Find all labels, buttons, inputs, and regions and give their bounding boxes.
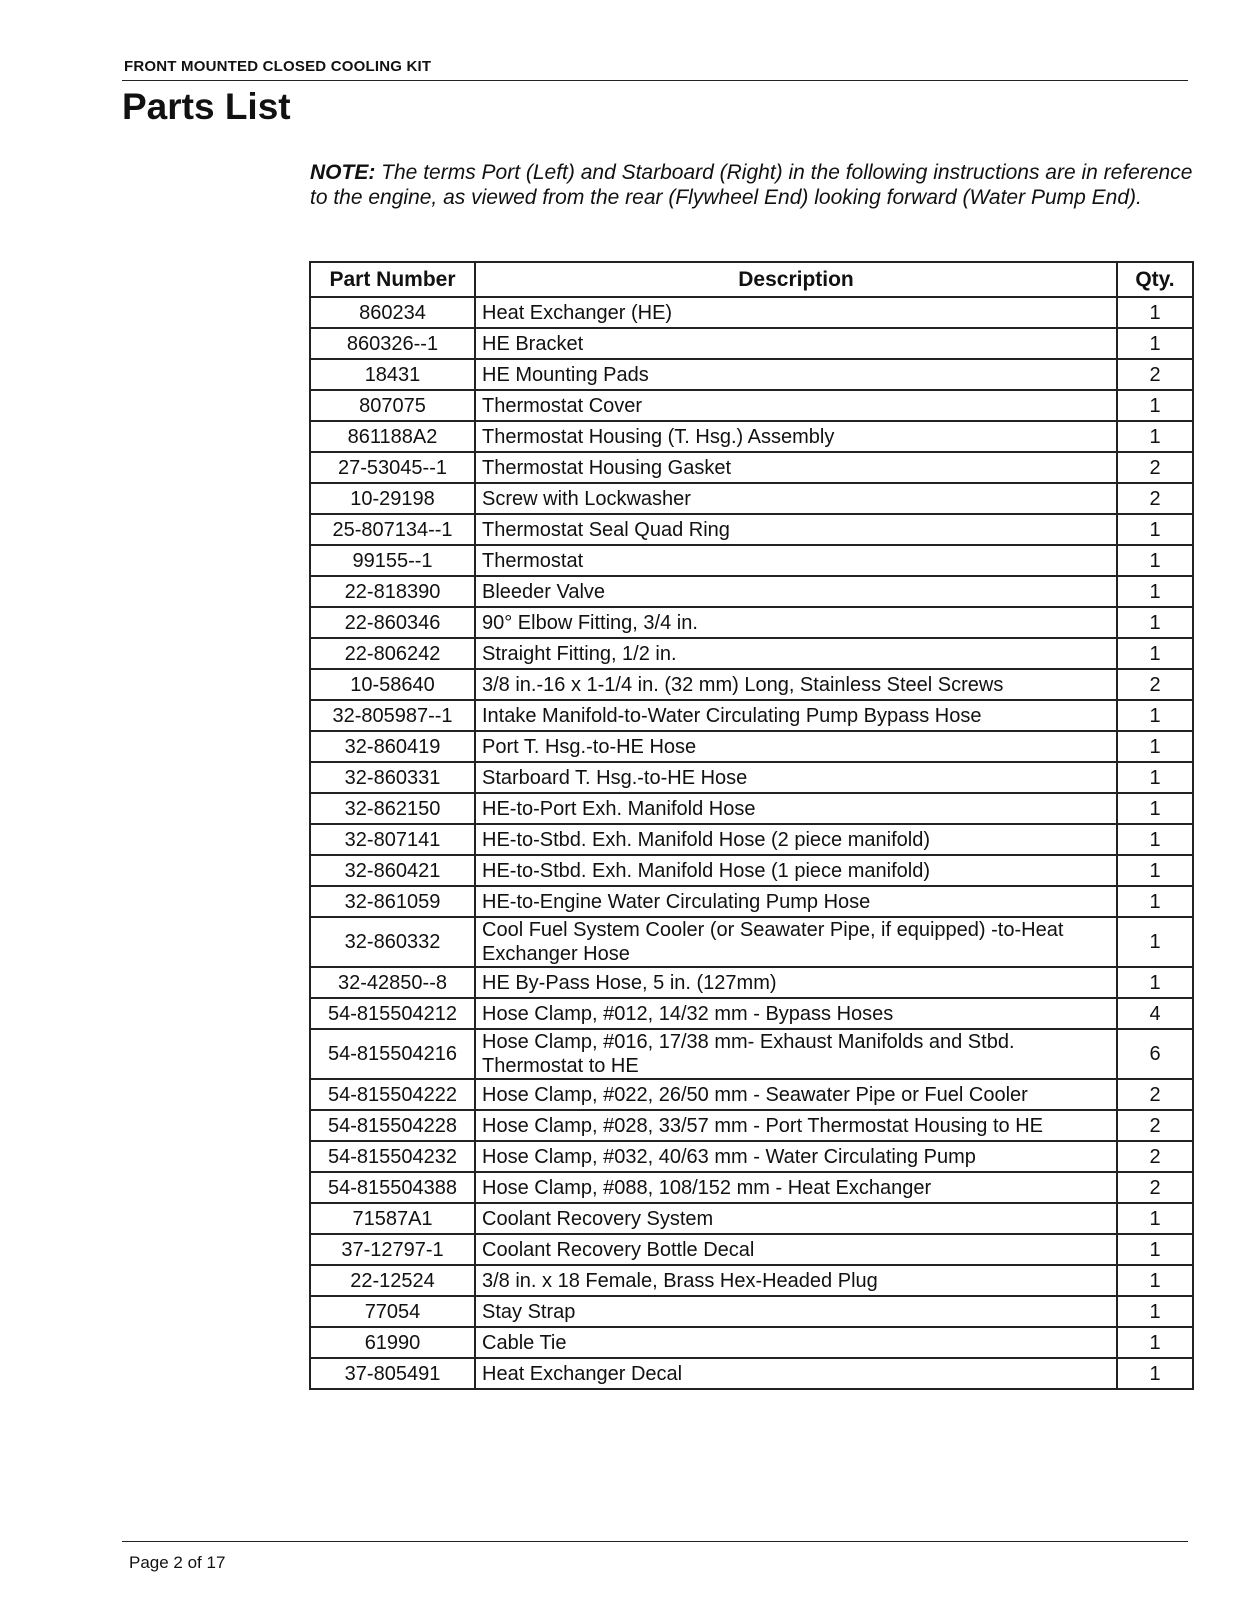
quantity-cell: 2	[1117, 1079, 1193, 1110]
parts-table	[309, 261, 1194, 1390]
description-cell: Thermostat Seal Quad Ring	[475, 514, 1117, 545]
description-cell: Thermostat Housing (T. Hsg.) Assembly	[475, 421, 1117, 452]
quantity-cell: 2	[1117, 1110, 1193, 1141]
quantity-cell: 1	[1117, 762, 1193, 793]
description-cell: Thermostat Housing Gasket	[475, 452, 1117, 483]
table-row	[310, 607, 1193, 638]
description-cell: HE-to-Engine Water Circulating Pump Hose	[475, 886, 1117, 917]
part-number-cell: 860234	[310, 297, 475, 328]
table-row	[310, 1141, 1193, 1172]
table-row	[310, 359, 1193, 390]
quantity-cell: 1	[1117, 1203, 1193, 1234]
table-header-row	[310, 262, 1193, 297]
quantity-cell: 1	[1117, 421, 1193, 452]
description-cell: Bleeder Valve	[475, 576, 1117, 607]
quantity-cell: 1	[1117, 576, 1193, 607]
quantity-cell: 2	[1117, 669, 1193, 700]
part-number-cell: 18431	[310, 359, 475, 390]
description-cell: Stay Strap	[475, 1296, 1117, 1327]
quantity-cell: 6	[1117, 1029, 1193, 1079]
part-number-cell: 10-29198	[310, 483, 475, 514]
quantity-cell: 1	[1117, 1265, 1193, 1296]
part-number-cell: 37-12797-1	[310, 1234, 475, 1265]
part-number-cell: 10-58640	[310, 669, 475, 700]
part-number-cell: 807075	[310, 390, 475, 421]
quantity-cell: 2	[1117, 1172, 1193, 1203]
description-cell: Heat Exchanger (HE)	[475, 297, 1117, 328]
part-number-cell: 77054	[310, 1296, 475, 1327]
table-row	[310, 1296, 1193, 1327]
part-number-cell: 22-12524	[310, 1265, 475, 1296]
note-text: The terms Port (Left) and Starboard (Right) in the following instructions are in reference to the engine, as viewed from the rear (Flywheel End) looking forward (Water Pump End).	[310, 161, 1193, 209]
part-number-cell: 32-860421	[310, 855, 475, 886]
table-row	[310, 421, 1193, 452]
description-cell: 90° Elbow Fitting, 3/4 in.	[475, 607, 1117, 638]
part-number-cell: 860326--1	[310, 328, 475, 359]
table-row	[310, 1029, 1193, 1079]
table-row	[310, 514, 1193, 545]
quantity-cell: 2	[1117, 483, 1193, 514]
part-number-cell: 32-860331	[310, 762, 475, 793]
part-number-cell: 32-862150	[310, 793, 475, 824]
quantity-cell: 1	[1117, 638, 1193, 669]
description-cell: Intake Manifold-to-Water Circulating Pump Bypass Hose	[475, 700, 1117, 731]
header-part-number: Part Number	[310, 262, 475, 297]
table-row	[310, 576, 1193, 607]
note-label: NOTE:	[310, 161, 376, 184]
part-number-cell: 54-815504212	[310, 998, 475, 1029]
quantity-cell: 1	[1117, 297, 1193, 328]
part-number-cell: 22-818390	[310, 576, 475, 607]
part-number-cell: 861188A2	[310, 421, 475, 452]
footer-rule	[122, 1541, 1188, 1542]
table-row	[310, 886, 1193, 917]
table-row	[310, 638, 1193, 669]
kit-title: FRONT MOUNTED CLOSED COOLING KIT	[124, 58, 432, 75]
table-row	[310, 390, 1193, 421]
table-row	[310, 1079, 1193, 1110]
quantity-cell: 4	[1117, 998, 1193, 1029]
quantity-cell: 1	[1117, 390, 1193, 421]
part-number-cell: 54-815504222	[310, 1079, 475, 1110]
description-cell: HE-to-Port Exh. Manifold Hose	[475, 793, 1117, 824]
quantity-cell: 1	[1117, 967, 1193, 998]
description-cell: HE Mounting Pads	[475, 359, 1117, 390]
description-cell: Coolant Recovery Bottle Decal	[475, 1234, 1117, 1265]
description-cell: Cable Tie	[475, 1327, 1117, 1358]
description-cell: Hose Clamp, #028, 33/57 mm - Port Thermostat Housing to HE	[475, 1110, 1117, 1141]
page-number: Page 2 of 17	[129, 1553, 226, 1572]
description-cell: 3/8 in.-16 x 1-1/4 in. (32 mm) Long, Stainless Steel Screws	[475, 669, 1117, 700]
description-cell: 3/8 in. x 18 Female, Brass Hex-Headed Plug	[475, 1265, 1117, 1296]
part-number-cell: 32-860419	[310, 731, 475, 762]
table-row	[310, 452, 1193, 483]
note-paragraph	[310, 160, 1195, 210]
table-row	[310, 297, 1193, 328]
quantity-cell: 1	[1117, 1358, 1193, 1389]
quantity-cell: 1	[1117, 1296, 1193, 1327]
table-row	[310, 793, 1193, 824]
table-row	[310, 1203, 1193, 1234]
description-cell: Hose Clamp, #088, 108/152 mm - Heat Exchanger	[475, 1172, 1117, 1203]
part-number-cell: 61990	[310, 1327, 475, 1358]
table-row	[310, 1265, 1193, 1296]
table-row	[310, 328, 1193, 359]
table-row	[310, 1110, 1193, 1141]
description-cell: Port T. Hsg.-to-HE Hose	[475, 731, 1117, 762]
description-cell: Hose Clamp, #032, 40/63 mm - Water Circulating Pump	[475, 1141, 1117, 1172]
quantity-cell: 1	[1117, 886, 1193, 917]
description-cell: Straight Fitting, 1/2 in.	[475, 638, 1117, 669]
quantity-cell: 1	[1117, 855, 1193, 886]
quantity-cell: 1	[1117, 1327, 1193, 1358]
description-cell: Starboard T. Hsg.-to-HE Hose	[475, 762, 1117, 793]
quantity-cell: 1	[1117, 1234, 1193, 1265]
part-number-cell: 22-806242	[310, 638, 475, 669]
part-number-cell: 22-860346	[310, 607, 475, 638]
description-cell: Hose Clamp, #016, 17/38 mm- Exhaust Manifolds and Stbd. Thermostat to HE	[475, 1029, 1117, 1079]
description-cell: Screw with Lockwasher	[475, 483, 1117, 514]
description-cell: HE-to-Stbd. Exh. Manifold Hose (1 piece manifold)	[475, 855, 1117, 886]
part-number-cell: 54-815504388	[310, 1172, 475, 1203]
table-row	[310, 762, 1193, 793]
table-row	[310, 1327, 1193, 1358]
quantity-cell: 1	[1117, 514, 1193, 545]
table-row	[310, 731, 1193, 762]
table-row	[310, 545, 1193, 576]
part-number-cell: 25-807134--1	[310, 514, 475, 545]
quantity-cell: 2	[1117, 359, 1193, 390]
part-number-cell: 32-861059	[310, 886, 475, 917]
description-cell: Hose Clamp, #022, 26/50 mm - Seawater Pipe or Fuel Cooler	[475, 1079, 1117, 1110]
part-number-cell: 32-42850--8	[310, 967, 475, 998]
description-cell: Thermostat	[475, 545, 1117, 576]
quantity-cell: 1	[1117, 731, 1193, 762]
part-number-cell: 32-805987--1	[310, 700, 475, 731]
part-number-cell: 54-815504216	[310, 1029, 475, 1079]
table-row	[310, 967, 1193, 998]
description-cell: Coolant Recovery System	[475, 1203, 1117, 1234]
description-cell: Hose Clamp, #012, 14/32 mm - Bypass Hoses	[475, 998, 1117, 1029]
table-row	[310, 998, 1193, 1029]
part-number-cell: 54-815504232	[310, 1141, 475, 1172]
header-rule	[122, 80, 1188, 81]
table-row	[310, 824, 1193, 855]
table-row	[310, 855, 1193, 886]
table-row	[310, 483, 1193, 514]
table-row	[310, 1234, 1193, 1265]
header-description: Description	[475, 262, 1117, 297]
quantity-cell: 2	[1117, 1141, 1193, 1172]
quantity-cell: 1	[1117, 607, 1193, 638]
quantity-cell: 1	[1117, 700, 1193, 731]
description-cell: HE Bracket	[475, 328, 1117, 359]
table-row	[310, 1358, 1193, 1389]
quantity-cell: 1	[1117, 824, 1193, 855]
part-number-cell: 71587A1	[310, 1203, 475, 1234]
part-number-cell: 37-805491	[310, 1358, 475, 1389]
quantity-cell: 1	[1117, 917, 1193, 967]
parts-table-body	[310, 297, 1193, 1389]
table-row	[310, 1172, 1193, 1203]
quantity-cell: 2	[1117, 452, 1193, 483]
part-number-cell: 32-860332	[310, 917, 475, 967]
description-cell: Thermostat Cover	[475, 390, 1117, 421]
description-cell: Heat Exchanger Decal	[475, 1358, 1117, 1389]
header-qty: Qty.	[1117, 262, 1193, 297]
table-row	[310, 669, 1193, 700]
description-cell: Cool Fuel System Cooler (or Seawater Pipe, if equipped) -to-Heat Exchanger Hose	[475, 917, 1117, 967]
quantity-cell: 1	[1117, 793, 1193, 824]
table-row	[310, 917, 1193, 967]
quantity-cell: 1	[1117, 328, 1193, 359]
table-row	[310, 700, 1193, 731]
part-number-cell: 54-815504228	[310, 1110, 475, 1141]
part-number-cell: 32-807141	[310, 824, 475, 855]
page-title: Parts List	[122, 86, 291, 127]
part-number-cell: 99155--1	[310, 545, 475, 576]
description-cell: HE-to-Stbd. Exh. Manifold Hose (2 piece manifold)	[475, 824, 1117, 855]
quantity-cell: 1	[1117, 545, 1193, 576]
part-number-cell: 27-53045--1	[310, 452, 475, 483]
description-cell: HE By-Pass Hose, 5 in. (127mm)	[475, 967, 1117, 998]
